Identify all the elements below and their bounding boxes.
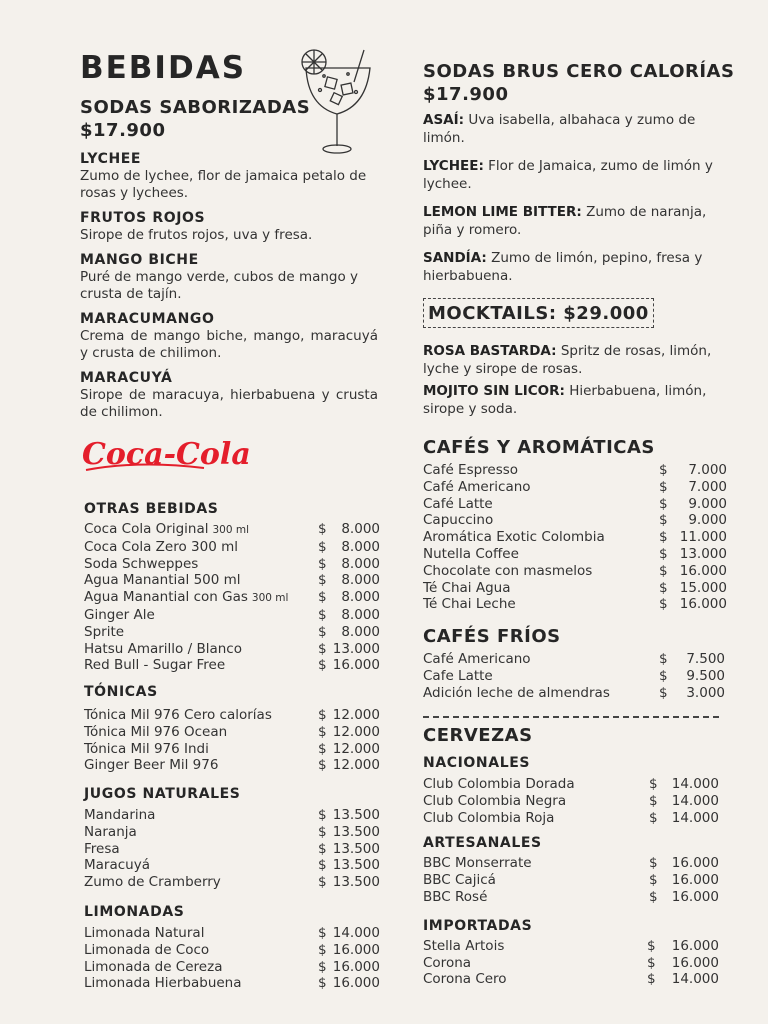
price-row bbox=[423, 668, 725, 685]
list-item bbox=[80, 310, 378, 362]
item-name: Mandarina bbox=[84, 807, 156, 823]
currency-symbol: $ bbox=[318, 521, 327, 537]
item-name: Fresa bbox=[84, 840, 120, 857]
currency-symbol: $ bbox=[318, 941, 327, 958]
currency-symbol: $ bbox=[659, 512, 668, 529]
item-name: Limonada de Coco bbox=[84, 941, 210, 958]
price-value: 16.000 bbox=[671, 888, 719, 905]
price-value: 13.000 bbox=[679, 545, 727, 562]
cafes-section bbox=[423, 436, 727, 613]
price-value: 8.000 bbox=[341, 623, 380, 640]
list-item bbox=[423, 157, 733, 193]
price-value: 12.000 bbox=[332, 723, 380, 740]
price-value: 8.000 bbox=[341, 538, 380, 555]
subsection-title: ARTESANALES bbox=[423, 835, 542, 852]
section-title: TÓNICAS bbox=[84, 684, 158, 700]
price-row bbox=[84, 841, 380, 858]
item-unit: 300 ml bbox=[251, 592, 289, 605]
item-desc: Flor de Jamaica, zumo de limón y lychee. bbox=[423, 158, 713, 192]
currency-symbol: $ bbox=[318, 975, 327, 992]
nacionales-list bbox=[423, 776, 719, 826]
price-value: 16.000 bbox=[332, 941, 380, 958]
price-row bbox=[423, 563, 727, 580]
name-wrap bbox=[84, 521, 318, 539]
coca-cola-logo bbox=[80, 430, 251, 476]
section-title: OTRAS BEBIDAS bbox=[84, 501, 219, 517]
item-price bbox=[659, 668, 725, 685]
item-name: MARACUYÁ bbox=[80, 370, 173, 386]
item-name: Club Colombia Dorada bbox=[423, 776, 575, 792]
item-name: Ginger Beer Mil 976 bbox=[84, 757, 219, 774]
item-price bbox=[318, 942, 380, 959]
price-row bbox=[423, 596, 727, 613]
price-row bbox=[84, 624, 380, 641]
item-price bbox=[649, 810, 719, 827]
currency-symbol: $ bbox=[318, 857, 327, 874]
item-desc: Zumo de limón, pepino, fresa y hierbabuena. bbox=[423, 250, 703, 284]
currency-symbol: $ bbox=[647, 937, 656, 954]
currency-symbol: $ bbox=[649, 888, 658, 905]
price-value: 13.500 bbox=[332, 807, 380, 823]
price-value: 12.000 bbox=[332, 707, 380, 723]
price-value: 8.000 bbox=[341, 555, 380, 572]
price-value: 13.500 bbox=[332, 874, 380, 891]
price-row bbox=[84, 959, 380, 976]
item-price bbox=[659, 596, 727, 613]
price-value: 16.000 bbox=[671, 954, 719, 971]
list-item bbox=[80, 369, 378, 421]
list-item bbox=[80, 209, 378, 244]
item-name: Soda Schweppes bbox=[84, 555, 199, 572]
item-name: BBC Rosé bbox=[423, 888, 488, 905]
price-row bbox=[84, 539, 380, 556]
currency-symbol: $ bbox=[318, 538, 327, 555]
currency-symbol: $ bbox=[649, 872, 658, 889]
price-value: 13.500 bbox=[332, 840, 380, 857]
currency-symbol: $ bbox=[318, 555, 327, 572]
currency-symbol: $ bbox=[659, 596, 668, 613]
price-value: 13.500 bbox=[332, 823, 380, 840]
price-row bbox=[84, 757, 380, 774]
price-value: 13.000 bbox=[332, 640, 380, 657]
item-price bbox=[647, 971, 719, 988]
item-price bbox=[318, 959, 380, 976]
currency-symbol: $ bbox=[318, 707, 327, 723]
list-item bbox=[423, 203, 733, 239]
currency-symbol: $ bbox=[318, 640, 327, 657]
item-price bbox=[649, 793, 719, 810]
item-price bbox=[318, 624, 380, 641]
sodas-saborizadas-list bbox=[80, 150, 378, 421]
price-value: 8.000 bbox=[341, 572, 380, 589]
jugos-list bbox=[84, 807, 380, 891]
item-price bbox=[318, 539, 380, 556]
price-row bbox=[84, 942, 380, 959]
item-name: Café Latte bbox=[423, 495, 493, 512]
price-row bbox=[84, 824, 380, 841]
price-value: 7.000 bbox=[688, 462, 727, 478]
item-name: MARACUMANGO bbox=[80, 311, 215, 327]
item-name: ROSA BASTARDA: bbox=[423, 343, 557, 359]
item-desc: Zumo de naranja, piña y romero. bbox=[423, 204, 707, 238]
cafes-frios-section bbox=[423, 625, 725, 701]
price-value: 14.000 bbox=[671, 809, 719, 826]
price-value: 8.000 bbox=[341, 606, 380, 623]
item-name: Limonada Natural bbox=[84, 925, 205, 941]
item-desc: Crema de mango biche, mango, maracuyá y crusta de chilimon. bbox=[80, 328, 378, 361]
item-price bbox=[659, 546, 727, 563]
name-wrap bbox=[84, 589, 318, 607]
currency-symbol: $ bbox=[318, 807, 327, 823]
price-row bbox=[84, 607, 380, 624]
item-price bbox=[318, 857, 380, 874]
price-value: 7.000 bbox=[688, 478, 727, 495]
currency-symbol: $ bbox=[318, 958, 327, 975]
price-row bbox=[423, 580, 727, 597]
price-value: 9.000 bbox=[688, 512, 727, 529]
item-price bbox=[649, 855, 719, 872]
currency-symbol: $ bbox=[318, 657, 327, 674]
price-value: 16.000 bbox=[671, 937, 719, 954]
item-name: ASAÍ: bbox=[423, 112, 465, 128]
item-name: Corona bbox=[423, 954, 472, 971]
item-price bbox=[318, 824, 380, 841]
subsection-title: IMPORTADAS bbox=[423, 917, 533, 934]
item-name: Chocolate con masmelos bbox=[423, 562, 593, 579]
sodas-brus-heading bbox=[423, 60, 743, 106]
currency-symbol: $ bbox=[318, 840, 327, 857]
currency-symbol: $ bbox=[659, 684, 668, 701]
item-name: Sprite bbox=[84, 623, 125, 640]
price-value: 13.500 bbox=[332, 857, 380, 874]
currency-symbol: $ bbox=[659, 562, 668, 579]
currency-symbol: $ bbox=[649, 855, 658, 872]
item-name: Aromática Exotic Colombia bbox=[423, 529, 605, 546]
item-desc: Spritz de rosas, limón, lyche y sirope de rosas. bbox=[423, 343, 712, 377]
logo-text: Coca-Cola bbox=[82, 437, 251, 472]
currency-symbol: $ bbox=[649, 792, 658, 809]
price-row bbox=[423, 462, 727, 479]
item-price bbox=[659, 529, 727, 546]
price-row bbox=[84, 975, 380, 992]
price-row bbox=[423, 889, 719, 906]
item-name: Té Chai Leche bbox=[423, 596, 516, 613]
item-name: BBC Cajicá bbox=[423, 872, 496, 889]
price-row bbox=[84, 589, 380, 607]
item-name: Agua Manantial con Gas bbox=[84, 589, 248, 606]
item-name: Capuccino bbox=[423, 512, 494, 529]
section-title: LIMONADAS bbox=[84, 904, 185, 920]
item-name: Café Americano bbox=[423, 478, 531, 495]
price-value: 8.000 bbox=[341, 521, 380, 537]
price-row bbox=[423, 872, 719, 889]
item-price bbox=[647, 955, 719, 972]
section-price: $17.900 bbox=[423, 84, 509, 105]
price-row bbox=[84, 556, 380, 573]
price-row bbox=[84, 641, 380, 658]
tonicas-section bbox=[84, 683, 380, 774]
list-item bbox=[423, 111, 733, 147]
item-price bbox=[659, 580, 727, 597]
price-row bbox=[84, 724, 380, 741]
currency-symbol: $ bbox=[649, 776, 658, 792]
currency-symbol: $ bbox=[659, 579, 668, 596]
item-name: Ginger Ale bbox=[84, 606, 155, 623]
currency-symbol: $ bbox=[318, 874, 327, 891]
price-value: 3.000 bbox=[686, 684, 725, 701]
price-row bbox=[423, 651, 725, 668]
item-price bbox=[318, 874, 380, 891]
cafes-list bbox=[423, 462, 727, 613]
price-value: 14.000 bbox=[332, 925, 380, 941]
price-row bbox=[84, 707, 380, 724]
price-row bbox=[84, 925, 380, 942]
item-name: MOJITO SIN LICOR: bbox=[423, 383, 565, 399]
price-row bbox=[423, 685, 725, 702]
price-row bbox=[84, 521, 380, 539]
section-title: CERVEZAS bbox=[423, 725, 533, 746]
list-item bbox=[423, 249, 733, 285]
price-value: 16.000 bbox=[332, 975, 380, 992]
subsection-title: NACIONALES bbox=[423, 755, 531, 771]
price-row bbox=[84, 874, 380, 891]
item-name: Cafe Latte bbox=[423, 667, 493, 684]
item-desc: Sirope de maracuya, hierbabuena y crusta de chilimon. bbox=[80, 387, 378, 420]
item-price bbox=[318, 641, 380, 658]
item-desc: Zumo de lychee, flor de jamaica petalo de rosas y lychees. bbox=[80, 168, 367, 201]
price-row bbox=[423, 512, 727, 529]
currency-symbol: $ bbox=[659, 462, 668, 478]
item-price bbox=[659, 462, 727, 479]
price-row bbox=[84, 807, 380, 824]
price-value: 7.500 bbox=[686, 651, 725, 667]
item-name: Tónica Mil 976 Indi bbox=[84, 740, 209, 757]
price-row bbox=[84, 572, 380, 589]
item-name: Coca Cola Original bbox=[84, 521, 209, 537]
item-name: SANDÍA: bbox=[423, 250, 487, 266]
item-name: Té Chai Agua bbox=[423, 579, 511, 596]
price-value: 9.500 bbox=[686, 667, 725, 684]
item-name: Corona Cero bbox=[423, 971, 507, 988]
item-price bbox=[318, 975, 380, 992]
currency-symbol: $ bbox=[659, 545, 668, 562]
item-price bbox=[318, 807, 380, 824]
item-price bbox=[318, 556, 380, 573]
item-name: Club Colombia Negra bbox=[423, 792, 567, 809]
currency-symbol: $ bbox=[318, 623, 327, 640]
item-unit: 300 ml bbox=[212, 524, 250, 536]
section-price: $17.900 bbox=[80, 120, 166, 141]
currency-symbol: $ bbox=[659, 478, 668, 495]
importadas-list bbox=[423, 938, 719, 988]
currency-symbol: $ bbox=[318, 572, 327, 589]
price-value: 12.000 bbox=[332, 740, 380, 757]
item-price bbox=[318, 657, 380, 674]
item-price bbox=[649, 872, 719, 889]
limonadas-list bbox=[84, 925, 380, 992]
price-value: 16.000 bbox=[671, 872, 719, 889]
item-desc: Hierbabuena, limón, sirope y soda. bbox=[423, 383, 707, 417]
section-title: JUGOS NATURALES bbox=[84, 786, 241, 802]
item-name: MANGO BICHE bbox=[80, 252, 199, 268]
item-price bbox=[318, 925, 380, 942]
price-row bbox=[423, 479, 727, 496]
price-value: 12.000 bbox=[332, 757, 380, 774]
price-value: 16.000 bbox=[332, 657, 380, 674]
item-price bbox=[318, 757, 380, 774]
currency-symbol: $ bbox=[318, 757, 327, 774]
item-desc: Sirope de frutos rojos, uva y fresa. bbox=[80, 227, 313, 243]
price-row bbox=[423, 529, 727, 546]
currency-symbol: $ bbox=[659, 529, 668, 546]
item-name: Zumo de Cramberry bbox=[84, 874, 221, 891]
item-price bbox=[318, 841, 380, 858]
item-name: Limonada Hierbabuena bbox=[84, 975, 242, 992]
item-price bbox=[318, 589, 380, 607]
item-price bbox=[318, 724, 380, 741]
item-name: Café Espresso bbox=[423, 462, 519, 478]
price-row bbox=[423, 546, 727, 563]
item-price bbox=[659, 512, 727, 529]
menu-title: BEBIDAS bbox=[80, 50, 247, 86]
item-price bbox=[649, 889, 719, 906]
list-item bbox=[423, 382, 733, 418]
currency-symbol: $ bbox=[647, 971, 656, 988]
currency-symbol: $ bbox=[649, 809, 658, 826]
item-desc: Puré de mango verde, cubos de mango y crusta de tajín. bbox=[80, 269, 359, 302]
price-value: 8.000 bbox=[341, 589, 380, 606]
price-row bbox=[423, 793, 719, 810]
currency-symbol: $ bbox=[318, 723, 327, 740]
currency-symbol: $ bbox=[659, 651, 668, 667]
currency-symbol: $ bbox=[647, 954, 656, 971]
section-divider bbox=[423, 716, 719, 718]
price-value: 16.000 bbox=[332, 958, 380, 975]
list-item bbox=[423, 342, 733, 378]
currency-symbol: $ bbox=[659, 667, 668, 684]
jugos-section bbox=[84, 785, 380, 891]
item-name: Adición leche de almendras bbox=[423, 684, 610, 701]
item-price bbox=[318, 741, 380, 758]
currency-symbol: $ bbox=[318, 740, 327, 757]
currency-symbol: $ bbox=[318, 823, 327, 840]
list-item bbox=[80, 150, 378, 202]
price-row bbox=[84, 857, 380, 874]
section-title: MOCKTAILS: $29.000 bbox=[423, 298, 654, 328]
item-name: Naranja bbox=[84, 823, 137, 840]
item-price bbox=[659, 685, 725, 702]
price-row bbox=[423, 855, 719, 872]
price-row bbox=[423, 971, 719, 988]
price-row bbox=[423, 955, 719, 972]
price-row bbox=[84, 657, 380, 674]
item-name: Café Americano bbox=[423, 651, 531, 667]
section-title: SODAS BRUS CERO CALORÍAS bbox=[423, 61, 735, 82]
currency-symbol: $ bbox=[318, 925, 327, 941]
item-name: Club Colombia Roja bbox=[423, 809, 555, 826]
item-price bbox=[647, 938, 719, 955]
limonadas-section bbox=[84, 903, 380, 992]
item-name: Coca Cola Zero 300 ml bbox=[84, 538, 238, 555]
cafes-frios-list bbox=[423, 651, 725, 701]
item-name: Hatsu Amarillo / Blanco bbox=[84, 640, 242, 657]
item-name: LEMON LIME BITTER: bbox=[423, 204, 582, 220]
mocktails-list bbox=[423, 342, 733, 418]
item-desc: Uva isabella, albahaca y zumo de limón. bbox=[423, 112, 696, 146]
price-value: 16.000 bbox=[679, 562, 727, 579]
item-price bbox=[659, 563, 727, 580]
item-name: LYCHEE: bbox=[423, 158, 484, 174]
price-row bbox=[84, 741, 380, 758]
price-value: 14.000 bbox=[671, 971, 719, 988]
item-name: Tónica Mil 976 Cero calorías bbox=[84, 707, 272, 723]
list-item bbox=[80, 251, 378, 303]
item-price bbox=[659, 496, 727, 513]
item-name: Stella Artois bbox=[423, 937, 505, 954]
otras-bebidas-list bbox=[84, 521, 380, 674]
item-name: Tónica Mil 976 Ocean bbox=[84, 723, 228, 740]
otras-bebidas-section bbox=[84, 500, 380, 674]
price-value: 14.000 bbox=[671, 792, 719, 809]
currency-symbol: $ bbox=[318, 589, 327, 606]
sodas-saborizadas-heading bbox=[80, 96, 320, 142]
item-price bbox=[318, 521, 380, 539]
section-title: CAFÉS FRÍOS bbox=[423, 626, 561, 647]
price-row bbox=[423, 776, 719, 793]
price-row bbox=[423, 496, 727, 513]
item-name: FRUTOS ROJOS bbox=[80, 210, 206, 226]
mocktails-heading-box bbox=[423, 298, 654, 328]
tonicas-list bbox=[84, 707, 380, 774]
section-title: CAFÉS Y AROMÁTICAS bbox=[423, 437, 655, 458]
item-name: Agua Manantial 500 ml bbox=[84, 572, 241, 589]
item-price bbox=[318, 572, 380, 589]
section-title: SODAS SABORIZADAS bbox=[80, 97, 311, 118]
item-price bbox=[318, 607, 380, 624]
artesanales-list bbox=[423, 855, 719, 905]
item-price bbox=[659, 479, 727, 496]
currency-symbol: $ bbox=[659, 495, 668, 512]
item-name: Limonada de Cereza bbox=[84, 958, 223, 975]
item-name: Nutella Coffee bbox=[423, 545, 519, 562]
item-name: BBC Monserrate bbox=[423, 855, 532, 872]
price-value: 11.000 bbox=[679, 529, 727, 546]
price-value: 9.000 bbox=[688, 495, 727, 512]
price-value: 15.000 bbox=[679, 579, 727, 596]
sodas-brus-list bbox=[423, 111, 733, 285]
price-value: 16.000 bbox=[671, 855, 719, 872]
price-row bbox=[423, 938, 719, 955]
price-value: 16.000 bbox=[679, 596, 727, 613]
item-name: LYCHEE bbox=[80, 151, 142, 167]
item-price bbox=[659, 651, 725, 668]
item-name: Maracuyá bbox=[84, 857, 150, 874]
currency-symbol: $ bbox=[318, 606, 327, 623]
price-value: 14.000 bbox=[671, 776, 719, 792]
item-price bbox=[649, 776, 719, 793]
cervezas-section bbox=[423, 724, 719, 988]
item-name: Red Bull - Sugar Free bbox=[84, 657, 226, 674]
item-price bbox=[318, 707, 380, 724]
price-row bbox=[423, 810, 719, 827]
